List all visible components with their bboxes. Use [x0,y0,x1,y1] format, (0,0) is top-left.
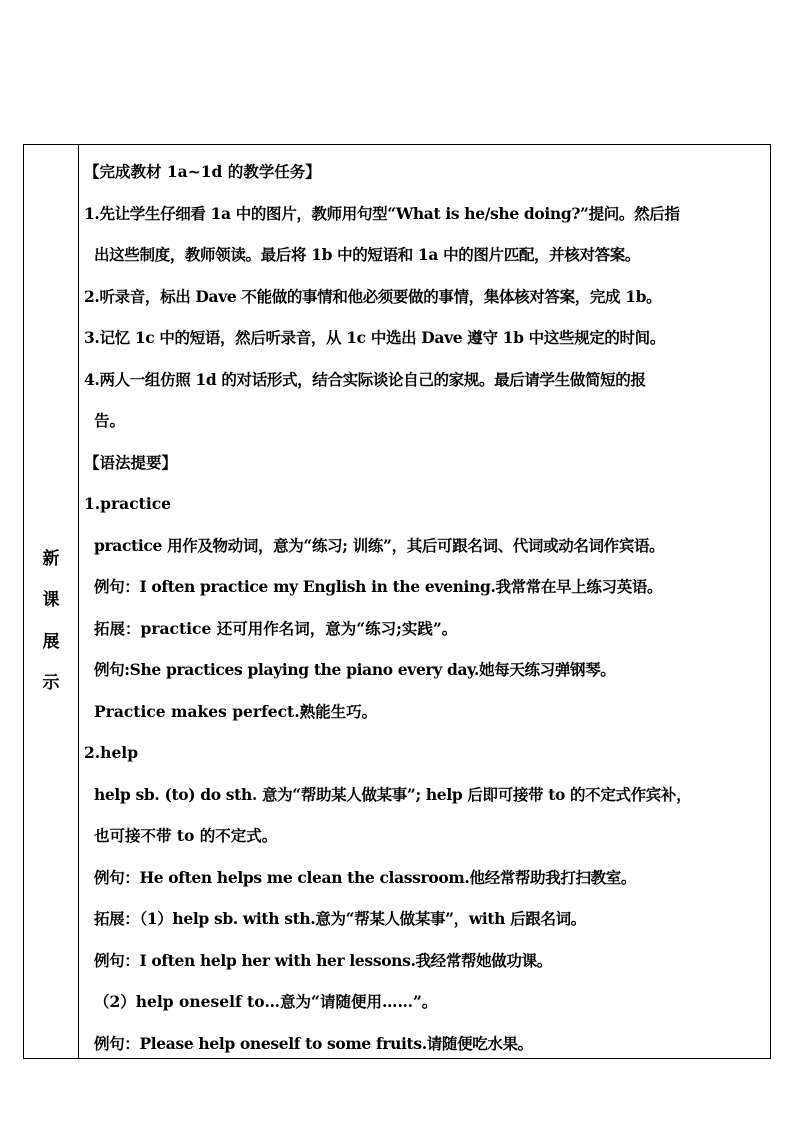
section-label [43,539,60,705]
section-label-char: 课 [42,590,60,610]
task-step-3: 3.记忆 1c 中的短语，然后听录音，从 1c 中选出 Dave 遵守 1b 中这些规定的时间。 [84,328,665,347]
grammar-item-1-extension: 拓展：practice 还可用作名词，意为“练习;实践”。 [94,618,458,638]
section-label-char: 新 [42,548,60,569]
grammar-item-2-example-3: 例句：Please help oneself to some fruits.请随便吃水果。 [94,1033,533,1053]
grammar-item-1-title: 1.practice [84,494,172,513]
grammar-item-2-extension-1: 拓展：（1）help sb. with sth.意为“帮某人做某事”，with 后跟名词。 [94,909,586,928]
task-step-4: 4.两人一组仿照 1d 的对话形式，结合实际谈论自己的家规。最后请学生做简短的报 [84,369,646,389]
task-step-2: 2.听录音，标出 Dave 不能做的事情和他必须要做的事情，集体核对答案，完成 1b。 [84,286,662,306]
grammar-item-2-title: 2.help [84,743,139,762]
grammar-item-1-example-2: 例句:She practices playing the piano every day.她每天练习弹钢琴。 [94,660,616,679]
grammar-item-1-example: 例句：I often practice my English in the evening.我常常在早上练习英语。 [94,577,663,596]
task-step-4-continued: 告。 [94,411,126,430]
lesson-table [23,144,771,1059]
grammar-item-2-extension-2: （2）help oneself to…意为“请随便用……”。 [94,992,438,1011]
task-step-1: 1.先让学生仔细看 1a 中的图片，教师用句型“What is he/she doing?”提问。然后指 [84,203,680,223]
grammar-item-2-example: 例句：He often helps me clean the classroom.他经常帮助我打扫教室。 [94,867,637,887]
section-label-char: 展 [42,631,60,652]
grammar-item-2-definition: help sb. (to) do sth. 意为“帮助某人做某事”; help 后即可接带 to 的不定式作宾补， [94,784,692,804]
section-label-char: 示 [42,673,60,693]
grammar-item-2-example-2: 例句：I often help her with her lessons.我经常帮她做功课。 [94,950,552,970]
content-cell [79,145,770,1058]
task-heading: 【完成教材 1a~1d 的教学任务】 [84,162,321,181]
grammar-item-1-proverb: Practice makes perfect.熟能生巧。 [94,701,378,721]
section-label-cell [24,145,79,1058]
grammar-item-2-definition-continued: 也可接不带 to 的不定式。 [94,826,278,845]
grammar-heading: 【语法提要】 [84,452,178,472]
task-step-1-continued: 出这些制度，教师领读。最后将 1b 中的短语和 1a 中的图片匹配，并核对答案。 [94,245,641,264]
grammar-item-1-definition: practice 用作及物动词，意为“练习; 训练”，其后可跟名词、代词或动名词作宾语。 [94,535,665,555]
